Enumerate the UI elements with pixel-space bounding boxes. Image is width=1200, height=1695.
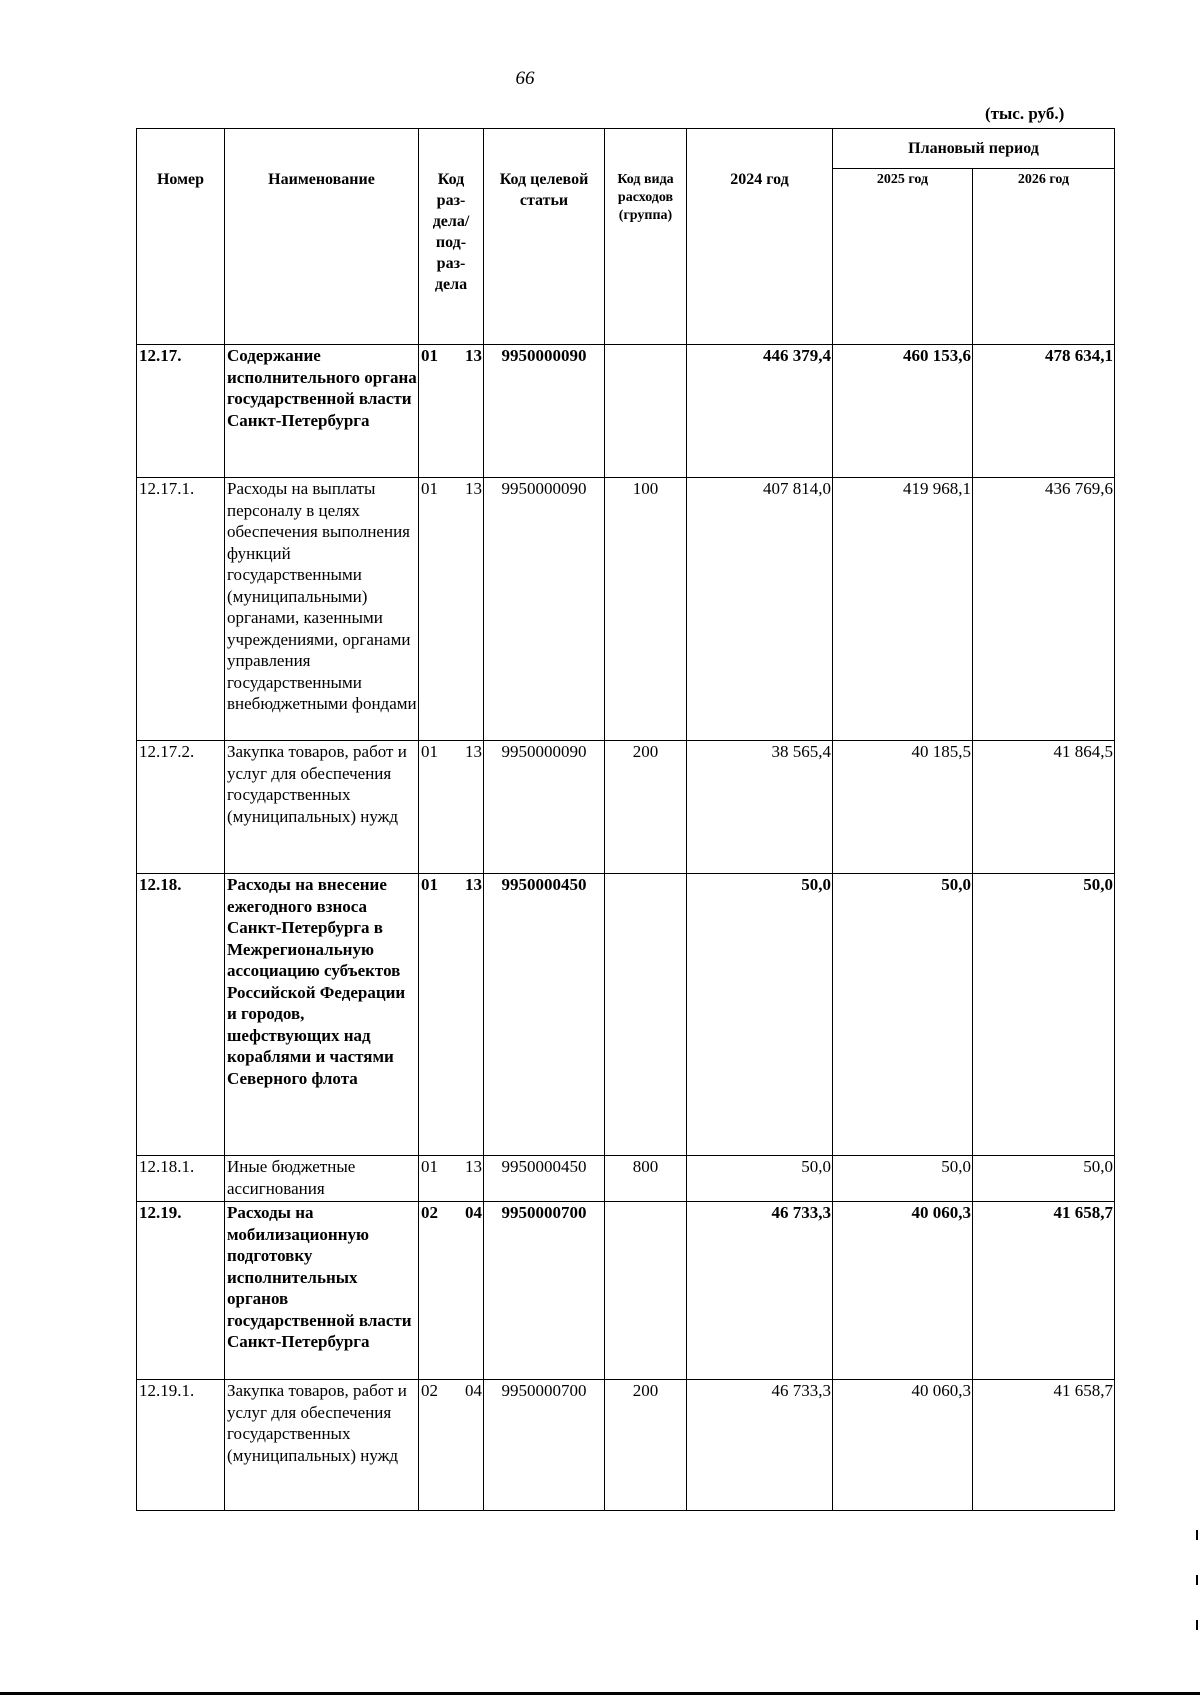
- row-number: 12.17.: [137, 345, 225, 478]
- table-row: [137, 1202, 1115, 1380]
- page-number: 66: [515, 68, 535, 89]
- header-2026: 2026 год: [973, 169, 1115, 345]
- row-name: Закупка товаров, работ и услуг для обеспечения государственных (муниципальных) нужд: [225, 741, 419, 874]
- row-name: Расходы на мобилизационную подготовку исполнительных органов государственной власти Санкт-Петербурга: [225, 1202, 419, 1380]
- row-2025: 50,0: [833, 874, 973, 1156]
- row-razdel: [419, 741, 484, 874]
- budget-table: [136, 128, 1115, 1511]
- row-vid: [605, 345, 687, 478]
- razdel-code: 01: [421, 479, 438, 498]
- row-2024: 446 379,4: [687, 345, 833, 478]
- razdel-code: 02: [421, 1381, 438, 1400]
- header-razdel: Код раз-дела/ под-раз-дела: [419, 129, 484, 345]
- row-razdel: [419, 1156, 484, 1202]
- razdel-code: 02: [421, 1203, 438, 1222]
- row-name: Содержание исполнительного органа государственной власти Санкт-Петербурга: [225, 345, 419, 478]
- row-number: 12.17.1.: [137, 478, 225, 741]
- table-row: [137, 478, 1115, 741]
- row-2025: 460 153,6: [833, 345, 973, 478]
- podrazdel-code: 13: [465, 742, 482, 761]
- podrazdel-code: 13: [465, 479, 482, 498]
- table-row: [137, 1380, 1115, 1511]
- row-2024: 46 733,3: [687, 1380, 833, 1511]
- row-vid: [605, 1202, 687, 1380]
- row-vid: [605, 874, 687, 1156]
- header-num: Номер: [137, 129, 225, 345]
- row-target: 9950000450: [484, 1156, 605, 1202]
- row-2026: 50,0: [973, 1156, 1115, 1202]
- scan-edge-mark: [1196, 1620, 1198, 1630]
- row-2024: 38 565,4: [687, 741, 833, 874]
- row-vid: 100: [605, 478, 687, 741]
- row-target: 9950000700: [484, 1380, 605, 1511]
- razdel-code: 01: [421, 742, 438, 761]
- table-row: [137, 874, 1115, 1156]
- row-razdel: [419, 345, 484, 478]
- table-row: [137, 741, 1115, 874]
- header-vid: Код вида расходов (группа): [605, 129, 687, 345]
- row-2025: 40 060,3: [833, 1202, 973, 1380]
- row-2026: 41 658,7: [973, 1202, 1115, 1380]
- row-target: 9950000090: [484, 741, 605, 874]
- row-2024: 46 733,3: [687, 1202, 833, 1380]
- table-row: [137, 345, 1115, 478]
- row-razdel: [419, 874, 484, 1156]
- row-2024: 50,0: [687, 874, 833, 1156]
- row-target: 9950000450: [484, 874, 605, 1156]
- row-2026: 478 634,1: [973, 345, 1115, 478]
- scan-edge-mark: [1196, 1530, 1198, 1540]
- row-2025: 40 060,3: [833, 1380, 973, 1511]
- row-name: Закупка товаров, работ и услуг для обеспечения государственных (муниципальных) нужд: [225, 1380, 419, 1511]
- razdel-code: 01: [421, 875, 438, 894]
- podrazdel-code: 04: [465, 1203, 482, 1222]
- podrazdel-code: 04: [465, 1381, 482, 1400]
- row-2026: 41 658,7: [973, 1380, 1115, 1511]
- table-row: [137, 1156, 1115, 1202]
- row-number: 12.19.: [137, 1202, 225, 1380]
- row-vid: 200: [605, 1380, 687, 1511]
- podrazdel-code: 13: [465, 1157, 482, 1176]
- row-razdel: [419, 478, 484, 741]
- row-name: Иные бюджетные ассигнования: [225, 1156, 419, 1202]
- row-target: 9950000090: [484, 478, 605, 741]
- row-2026: 436 769,6: [973, 478, 1115, 741]
- row-2025: 40 185,5: [833, 741, 973, 874]
- row-2025: 419 968,1: [833, 478, 973, 741]
- header-name: Наименование: [225, 129, 419, 345]
- row-razdel: [419, 1202, 484, 1380]
- header-target: Код целевой статьи: [484, 129, 605, 345]
- podrazdel-code: 13: [465, 346, 482, 365]
- row-name: Расходы на выплаты персоналу в целях обеспечения выполнения функций государственными (муниципальными) органами, казенными учреждениями, органами управления государственными внебюджетными фондами: [225, 478, 419, 741]
- row-number: 12.18.1.: [137, 1156, 225, 1202]
- row-2024: 407 814,0: [687, 478, 833, 741]
- header-2025: 2025 год: [833, 169, 973, 345]
- row-2026: 50,0: [973, 874, 1115, 1156]
- row-name: Расходы на внесение ежегодного взноса Санкт-Петербурга в Межрегиональную ассоциацию субъектов Российской Федерации и городов, шефствующих над кораблями и частями Северного флота: [225, 874, 419, 1156]
- header-2024: 2024 год: [687, 129, 833, 345]
- row-number: 12.19.1.: [137, 1380, 225, 1511]
- row-target: 9950000090: [484, 345, 605, 478]
- row-vid: 200: [605, 741, 687, 874]
- row-target: 9950000700: [484, 1202, 605, 1380]
- row-2026: 41 864,5: [973, 741, 1115, 874]
- scan-edge-mark: [1196, 1575, 1198, 1585]
- row-2024: 50,0: [687, 1156, 833, 1202]
- row-number: 12.17.2.: [137, 741, 225, 874]
- row-razdel: [419, 1380, 484, 1511]
- units-label: (тыс. руб.): [985, 104, 1065, 123]
- razdel-code: 01: [421, 346, 438, 365]
- razdel-code: 01: [421, 1157, 438, 1176]
- row-vid: 800: [605, 1156, 687, 1202]
- header-plan-period: Плановый период: [833, 129, 1115, 169]
- podrazdel-code: 13: [465, 875, 482, 894]
- row-number: 12.18.: [137, 874, 225, 1156]
- row-2025: 50,0: [833, 1156, 973, 1202]
